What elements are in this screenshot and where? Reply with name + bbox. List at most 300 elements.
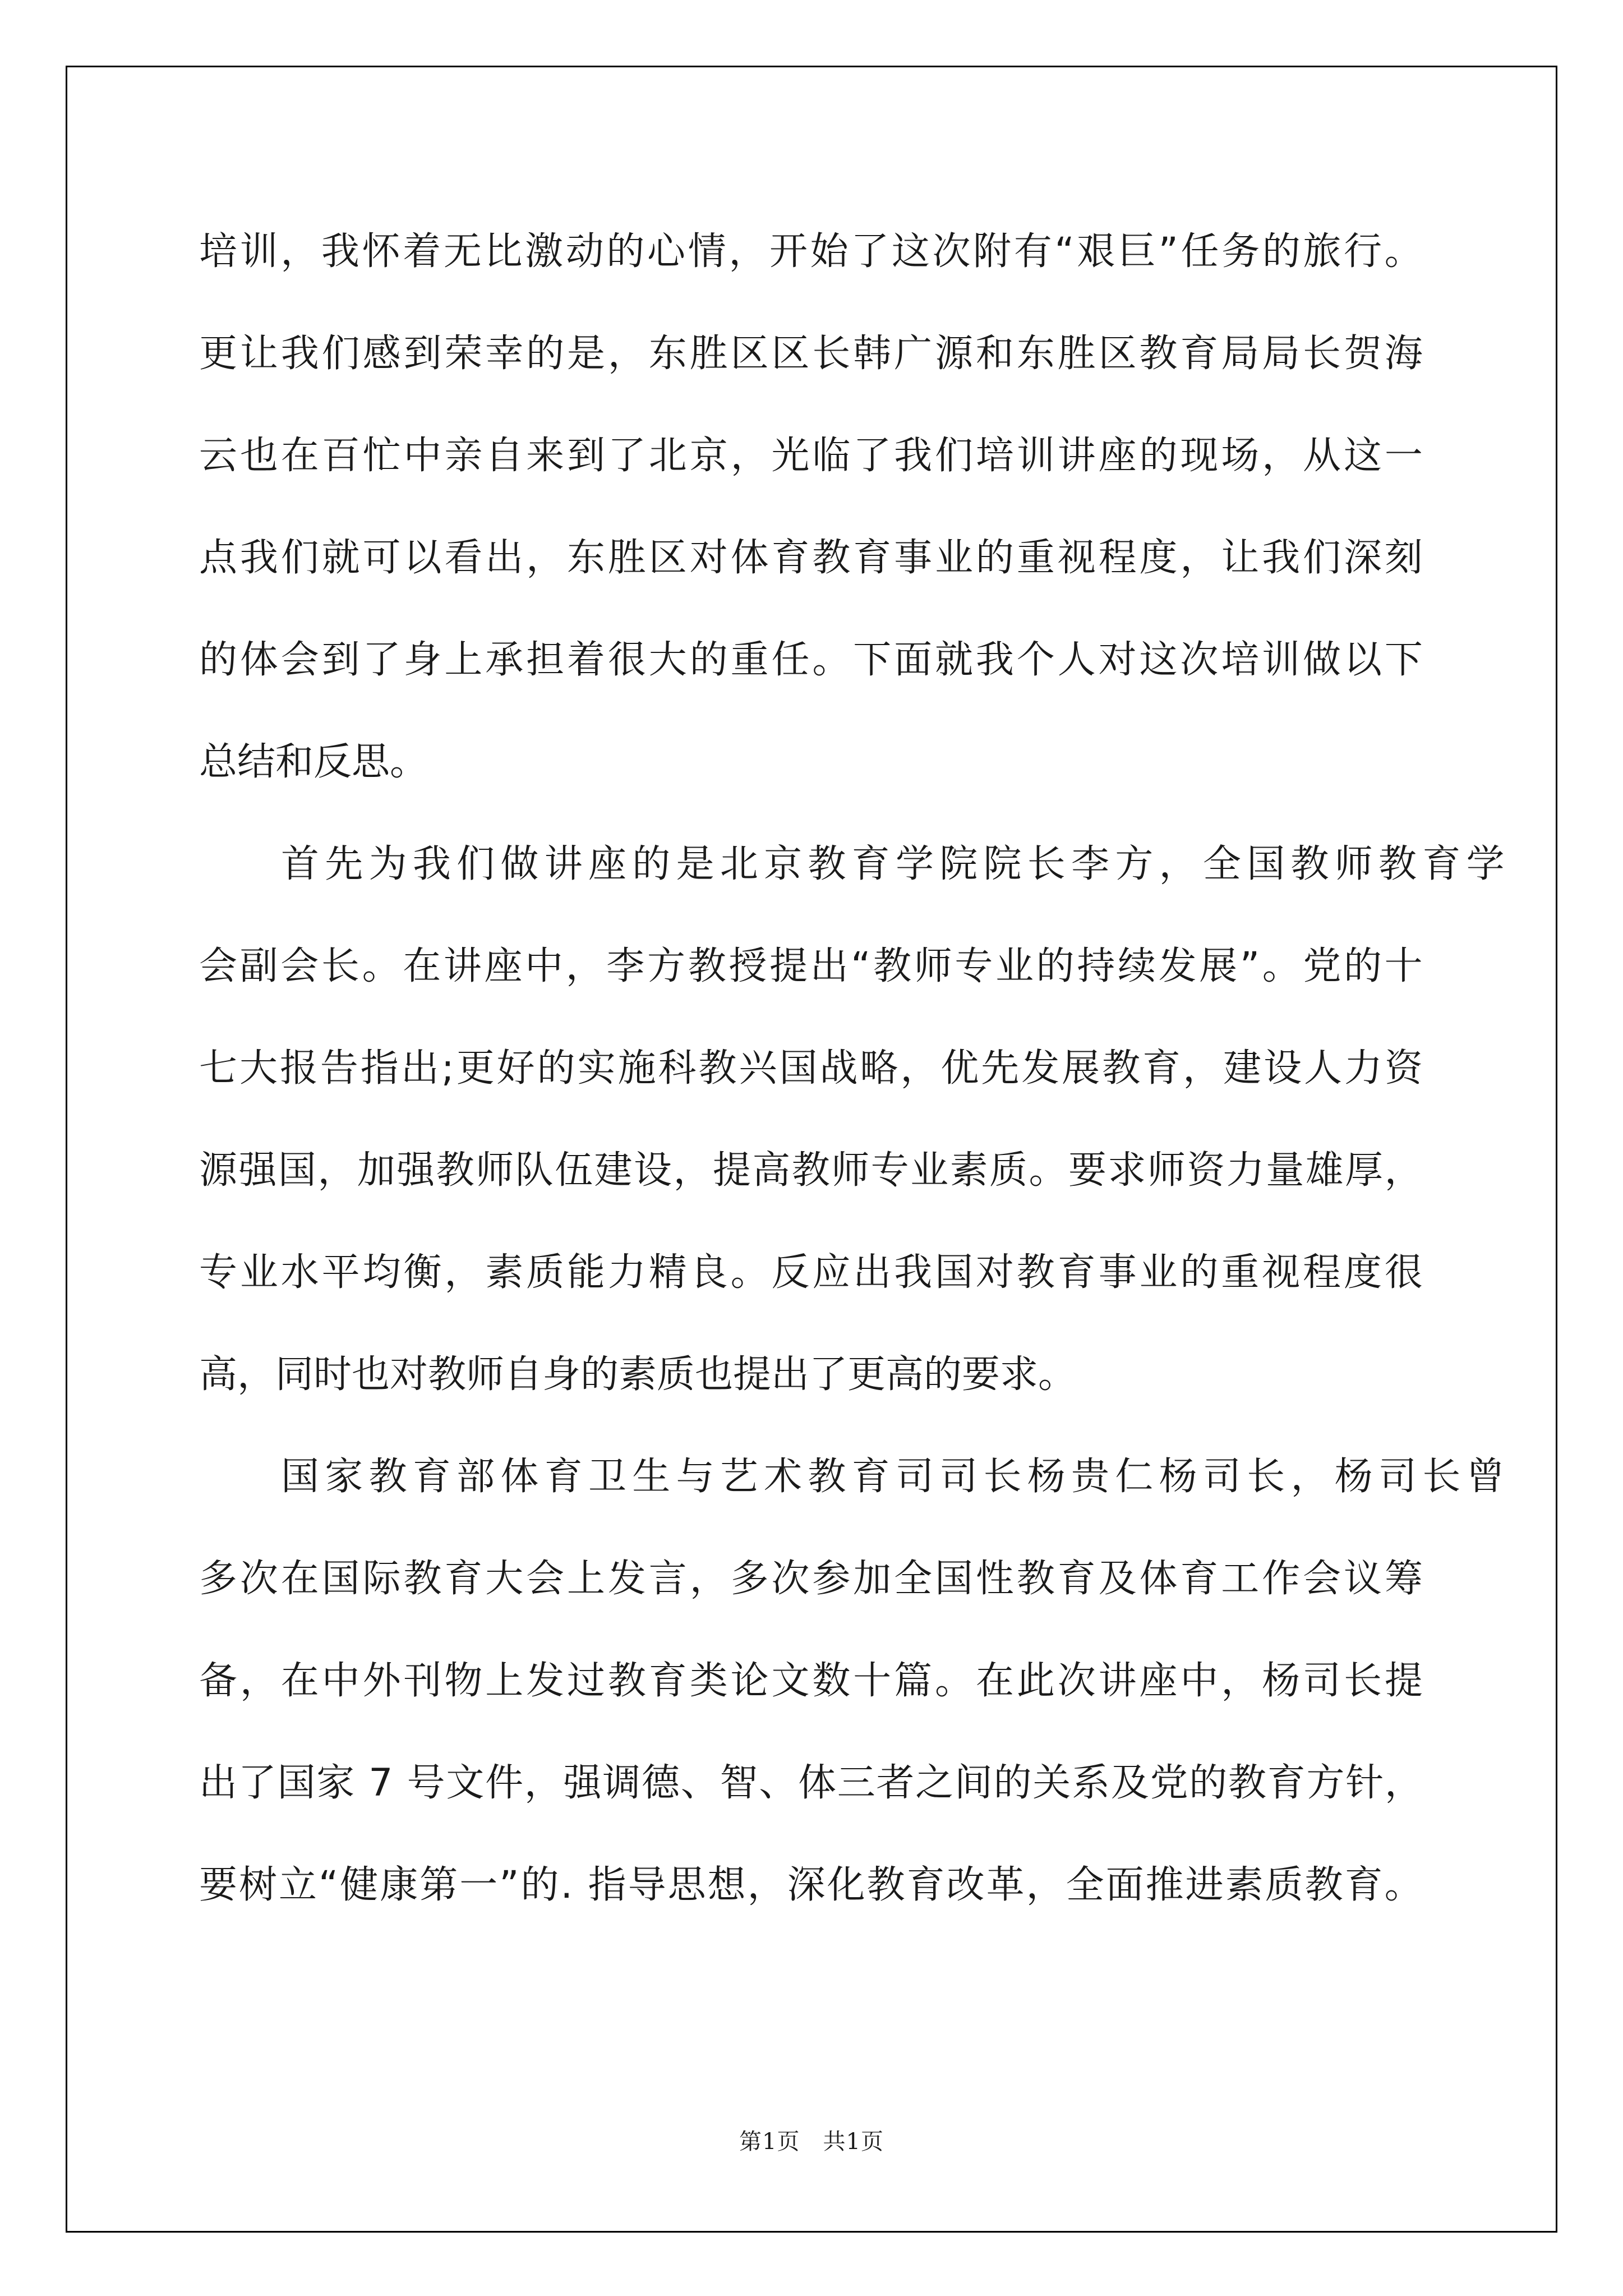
- text-char: 健: [340, 1863, 379, 1907]
- text-char: 议: [1343, 1557, 1382, 1601]
- text-char: 在: [403, 944, 441, 988]
- text-char: 。: [935, 1659, 974, 1703]
- text-char: 座: [484, 944, 523, 988]
- text-char: 进: [1185, 1863, 1224, 1907]
- text-char: 无: [443, 229, 482, 274]
- text-char: 方: [1115, 842, 1154, 886]
- text-char: 教: [1016, 1250, 1055, 1295]
- text-char: 在: [280, 1659, 319, 1703]
- text-char: 云: [199, 434, 238, 478]
- text-char: 的: [1180, 1250, 1219, 1295]
- text-line: [199, 303, 1423, 405]
- text-char: 教: [873, 944, 912, 988]
- text-char: 个: [1016, 638, 1055, 682]
- text-char: 训: [1262, 638, 1301, 682]
- text-char: 区: [648, 536, 687, 580]
- text-char: 长: [1027, 842, 1066, 886]
- text-char: 设: [1264, 1046, 1302, 1091]
- text-char: 国: [935, 1557, 974, 1601]
- text-char: 发: [526, 1659, 565, 1703]
- text-char: 刻: [1384, 536, 1423, 580]
- text-char: 术: [764, 1455, 803, 1499]
- text-char: 的: [1139, 434, 1178, 478]
- text-char: 筹: [1384, 1557, 1423, 1601]
- text-char: 幸: [485, 332, 524, 376]
- text-char: 性: [975, 1557, 1014, 1601]
- text-char: 。: [1384, 229, 1423, 274]
- text-char: 伍: [555, 1148, 593, 1193]
- text-char: 告: [320, 1046, 358, 1091]
- text-char: [394, 1732, 406, 1834]
- text-char: 院: [983, 842, 1022, 886]
- text-char: 艺: [720, 1455, 758, 1499]
- text-char: 可: [362, 536, 401, 580]
- text-char: 我: [894, 434, 933, 478]
- text-char: 改: [946, 1863, 985, 1907]
- text-char: 胜: [607, 536, 646, 580]
- text-char: 这: [1343, 434, 1382, 478]
- text-char: 更: [456, 1046, 495, 1091]
- text-char: 教: [866, 1863, 905, 1907]
- text-char: 做: [1303, 638, 1341, 682]
- text-char: 卫: [588, 1455, 626, 1499]
- text-char: 事: [1098, 1250, 1137, 1295]
- text-char: 李: [606, 944, 645, 988]
- text-char: 这: [1139, 638, 1178, 682]
- text-line: 总结和反思。: [199, 740, 428, 784]
- text-char: 质: [526, 1250, 565, 1295]
- text-char: 思: [667, 1863, 706, 1907]
- text-char: 。: [730, 1250, 769, 1295]
- text-char: 附: [973, 229, 1012, 274]
- text-char: 教: [812, 536, 851, 580]
- text-char: 的: [1189, 1761, 1228, 1805]
- text-char: 德: [642, 1761, 680, 1805]
- text-char: 程: [1303, 1250, 1341, 1295]
- text-char: 育: [1057, 1557, 1096, 1601]
- text-char: 素: [485, 1250, 524, 1295]
- text-char: 加: [357, 1148, 395, 1193]
- text-char: 上: [485, 1659, 524, 1703]
- text-char: 心: [647, 229, 686, 274]
- text-char: 杨: [1262, 1659, 1301, 1703]
- text-char: 情: [688, 229, 726, 274]
- text-char: 反: [771, 1250, 810, 1295]
- text-char: 上: [444, 638, 483, 682]
- text-char: 看: [444, 536, 483, 580]
- text-char: 的: [1262, 229, 1301, 274]
- text-char: 面: [1105, 1863, 1144, 1907]
- text-char: ，: [673, 1148, 712, 1193]
- text-char: 。: [1384, 1863, 1423, 1907]
- text-char: 立: [279, 1863, 317, 1907]
- text-char: 荣: [444, 332, 483, 376]
- text-char: 教: [368, 1455, 407, 1499]
- text-char: 京: [689, 434, 728, 478]
- text-char: 们: [280, 536, 319, 580]
- text-line: [199, 1528, 1423, 1630]
- text-char: 教: [1378, 842, 1417, 886]
- text-char: 强: [563, 1761, 602, 1805]
- text-char: 三: [837, 1761, 875, 1805]
- text-char: 以: [403, 536, 442, 580]
- text-char: 大: [485, 1557, 524, 1601]
- text-line: 高，同时也对教师自身的素质也提出了更高的要求。: [199, 1352, 1077, 1397]
- text-char: 动: [565, 229, 604, 274]
- text-char: 巨: [1117, 229, 1156, 274]
- text-char: 重: [1016, 536, 1055, 580]
- text-char: 杨: [1027, 1455, 1066, 1499]
- text-char: 我: [1262, 536, 1301, 580]
- text-char: 育: [1180, 1557, 1219, 1601]
- text-char: 度: [1343, 1250, 1382, 1295]
- text-char: 东: [648, 332, 687, 376]
- text-char: 我: [239, 536, 278, 580]
- text-char: ，: [607, 332, 646, 376]
- text-char: 教: [403, 1557, 442, 1601]
- text-char: 专: [870, 1148, 909, 1193]
- text-char: 。: [1262, 944, 1301, 988]
- text-char: ，: [900, 1046, 939, 1091]
- text-char: 人: [1057, 638, 1096, 682]
- text-char: 深: [787, 1863, 826, 1907]
- text-char: 教: [698, 1046, 737, 1091]
- text-char: 参: [812, 1557, 851, 1601]
- text-char: ，: [730, 434, 769, 478]
- text-char: 报: [279, 1046, 318, 1091]
- text-char: 艰: [1077, 229, 1115, 274]
- text-char: 任: [771, 638, 810, 682]
- text-char: 在: [975, 1659, 1014, 1703]
- text-char: 次: [771, 1557, 810, 1601]
- text-char: 是: [567, 332, 606, 376]
- text-char: 发: [1021, 1046, 1060, 1091]
- text-char: 。: [812, 638, 851, 682]
- text-char: 以: [1343, 638, 1382, 682]
- text-char: “: [1054, 229, 1075, 274]
- text-char: 教: [607, 1659, 646, 1703]
- text-char: 指: [588, 1863, 626, 1907]
- text-char: 务: [1221, 229, 1260, 274]
- text-char: 出: [810, 944, 849, 988]
- text-char: 对: [975, 1250, 1014, 1295]
- text-char: 提: [712, 1148, 751, 1193]
- text-char: 也: [239, 434, 278, 478]
- text-char: 育: [544, 1455, 583, 1499]
- text-char: 在: [280, 434, 319, 478]
- text-char: 深: [1343, 536, 1382, 580]
- text-char: 着: [403, 229, 441, 274]
- text-char: 临: [812, 434, 851, 478]
- text-char: 教: [808, 1455, 846, 1499]
- text-char: 专: [955, 944, 993, 988]
- text-char: 贵: [1071, 1455, 1110, 1499]
- text-char: ，: [1183, 1046, 1221, 1091]
- text-char: 智: [720, 1761, 758, 1805]
- text-char: 到: [321, 638, 360, 682]
- text-char: 训: [239, 229, 278, 274]
- text-char: 育: [412, 1455, 451, 1499]
- text-char: 教: [1102, 1046, 1141, 1091]
- text-char: 能: [567, 1250, 606, 1295]
- text-line: [199, 1732, 1423, 1834]
- text-char: 调: [602, 1761, 641, 1805]
- text-char: 一: [459, 1863, 498, 1907]
- text-char: 师: [831, 1148, 870, 1193]
- text-char: 师: [1147, 1148, 1186, 1193]
- text-line: [199, 1630, 1423, 1732]
- text-char: 均: [362, 1250, 401, 1295]
- text-char: 的: [689, 638, 728, 682]
- text-char: 应: [812, 1250, 851, 1295]
- text-char: 力: [1226, 1148, 1265, 1193]
- text-char: 我: [975, 638, 1014, 682]
- text-char: 过: [567, 1659, 606, 1703]
- text-char: 、: [680, 1761, 719, 1805]
- text-char: 及: [1098, 1557, 1137, 1601]
- text-char: 下: [1384, 638, 1423, 682]
- text-char: 大: [648, 638, 687, 682]
- text-char: ，: [524, 1761, 562, 1805]
- text-char: 科: [658, 1046, 697, 1091]
- text-char: 的: [1036, 944, 1075, 988]
- text-char: 让: [239, 332, 278, 376]
- text-char: ，: [1221, 1659, 1260, 1703]
- text-char: 我: [412, 842, 451, 886]
- text-char: 物: [444, 1659, 483, 1703]
- text-char: 中: [403, 434, 442, 478]
- text-char: 亲: [444, 434, 483, 478]
- text-char: 家: [316, 1761, 355, 1805]
- text-char: 育: [444, 1557, 483, 1601]
- text-char: ，: [689, 1557, 728, 1601]
- text-char: “: [851, 944, 871, 988]
- text-char: 业: [1139, 1250, 1178, 1295]
- text-char: 教: [688, 944, 726, 988]
- text-char: 仁: [1115, 1455, 1154, 1499]
- text-char: 量: [1266, 1148, 1304, 1193]
- text-char: 师: [476, 1148, 514, 1193]
- text-char: 培: [1221, 638, 1260, 682]
- text-char: 树: [239, 1863, 278, 1907]
- text-char: 北: [648, 434, 687, 478]
- text-char: 康: [380, 1863, 418, 1907]
- text-char: 长: [321, 944, 359, 988]
- text-char: 育: [851, 842, 890, 886]
- text-char: 会: [526, 1557, 565, 1601]
- text-char: 针: [1345, 1761, 1384, 1805]
- text-char: 育: [1344, 1863, 1383, 1907]
- text-char: 我: [321, 229, 359, 274]
- text-char: ，: [1384, 1148, 1423, 1193]
- text-char: 事: [894, 536, 933, 580]
- text-char: 件: [485, 1761, 524, 1805]
- text-char: 言: [648, 1557, 687, 1601]
- text-char: 上: [567, 1557, 606, 1601]
- text-char: 第: [419, 1863, 458, 1907]
- text-char: ;: [441, 1046, 454, 1091]
- text-char: 培: [199, 229, 238, 274]
- text-char: 对: [689, 536, 728, 580]
- text-char: 良: [689, 1250, 728, 1295]
- text-char: 略: [860, 1046, 898, 1091]
- text-char: 的: [993, 1761, 1032, 1805]
- text-char: 教: [1304, 1863, 1343, 1907]
- text-char: 任: [1181, 229, 1219, 274]
- text-char: 东: [1016, 332, 1055, 376]
- text-char: 长: [1303, 332, 1341, 376]
- text-char: 下: [853, 638, 892, 682]
- text-char: 讲: [1098, 1659, 1137, 1703]
- text-char: 体: [239, 638, 278, 682]
- text-line: [199, 915, 1423, 1018]
- text-char: 想: [707, 1863, 746, 1907]
- text-char: 座: [1098, 434, 1137, 478]
- text-char: 出: [199, 1761, 238, 1805]
- text-char: 到: [567, 434, 606, 478]
- text-char: [574, 1834, 587, 1936]
- text-char: 系: [1072, 1761, 1110, 1805]
- text-char: 司: [939, 1455, 978, 1499]
- text-char: 素: [1225, 1863, 1264, 1907]
- text-line: [199, 1120, 1423, 1222]
- text-char: 业: [995, 944, 1034, 988]
- text-char: 让: [1221, 536, 1260, 580]
- text-char: 贺: [1343, 332, 1382, 376]
- text-char: ，: [526, 536, 565, 580]
- text-char: 胜: [689, 332, 728, 376]
- text-char: 担: [526, 638, 565, 682]
- text-char: 的: [537, 1046, 575, 1091]
- text-char: 们: [1303, 536, 1341, 580]
- text-char: 国: [1247, 842, 1285, 886]
- text-char: 实: [577, 1046, 616, 1091]
- text-char: 国: [277, 1761, 316, 1805]
- text-char: “: [319, 1863, 339, 1907]
- text-char: 长: [1422, 1455, 1461, 1499]
- text-char: 先: [981, 1046, 1020, 1091]
- text-char: 源: [199, 1148, 238, 1193]
- text-char: 的: [526, 332, 565, 376]
- text-char: [356, 1732, 368, 1834]
- text-char: 北: [720, 842, 758, 886]
- text-char: 着: [567, 638, 606, 682]
- text-char: 国: [278, 1148, 316, 1193]
- text-char: 师: [914, 944, 952, 988]
- text-char: 广: [894, 332, 933, 376]
- text-char: 育: [851, 1455, 890, 1499]
- text-char: 座: [588, 842, 626, 886]
- text-char: 出: [400, 1046, 439, 1091]
- text-char: ”: [1239, 944, 1260, 988]
- text-char: 讲: [544, 842, 583, 886]
- text-char: 部: [457, 1455, 495, 1499]
- text-char: 们: [321, 332, 360, 376]
- text-char: 我: [280, 332, 319, 376]
- text-char: 长: [983, 1455, 1022, 1499]
- text-line: [199, 1222, 1423, 1324]
- text-char: 在: [280, 1557, 319, 1601]
- text-char: 育: [1180, 332, 1219, 376]
- text-char: 会: [199, 944, 238, 988]
- text-char: 力: [607, 1250, 646, 1295]
- text-char: 力: [1344, 1046, 1383, 1091]
- text-char: 会: [280, 944, 319, 988]
- text-char: ，: [728, 229, 767, 274]
- text-char: 培: [975, 434, 1014, 478]
- text-char: 讲: [1057, 434, 1096, 478]
- text-char: 次: [1057, 1659, 1096, 1703]
- text-char: 素: [949, 1148, 988, 1193]
- text-char: 光: [771, 434, 810, 478]
- text-char: 厚: [1345, 1148, 1384, 1193]
- text-char: 先: [325, 842, 363, 886]
- text-char: 长: [1343, 1659, 1382, 1703]
- text-char: 了: [853, 434, 892, 478]
- text-char: 。: [1029, 1148, 1067, 1193]
- text-char: 发: [1158, 944, 1197, 988]
- text-char: 点: [199, 536, 238, 580]
- text-char: 高: [752, 1148, 791, 1193]
- text-char: 质: [1265, 1863, 1303, 1907]
- text-char: 开: [769, 229, 808, 274]
- text-char: 加: [853, 1557, 892, 1601]
- text-char: 的: [199, 638, 238, 682]
- text-char: 者: [876, 1761, 915, 1805]
- text-char: ，: [1159, 842, 1197, 886]
- text-char: 工: [1221, 1557, 1260, 1601]
- text-char: 资: [1187, 1148, 1225, 1193]
- text-char: 胜: [1057, 332, 1096, 376]
- text-line: [199, 405, 1423, 507]
- text-char: 从: [1303, 434, 1341, 478]
- text-char: 来: [526, 434, 565, 478]
- text-char: 全: [894, 1557, 933, 1601]
- text-char: 多: [199, 1557, 238, 1601]
- text-char: 育: [771, 536, 810, 580]
- text-char: 程: [1098, 536, 1137, 580]
- text-char: 国: [935, 1250, 974, 1295]
- text-char: ，: [1026, 1863, 1064, 1907]
- text-char: 施: [617, 1046, 656, 1091]
- text-char: 院: [939, 842, 978, 886]
- text-char: 重: [730, 638, 769, 682]
- text-char: 队: [515, 1148, 554, 1193]
- text-char: 指: [360, 1046, 399, 1091]
- text-char: 雄: [1305, 1148, 1344, 1193]
- text-char: 会: [280, 638, 319, 682]
- text-char: 际: [362, 1557, 401, 1601]
- text-char: 育: [1267, 1761, 1306, 1805]
- text-char: 杨: [1334, 1455, 1373, 1499]
- text-char: 重: [1221, 1250, 1260, 1295]
- text-char: 方: [647, 944, 686, 988]
- text-char: 好: [496, 1046, 535, 1091]
- text-char: 业: [910, 1148, 949, 1193]
- text-char: 国: [281, 1455, 320, 1499]
- text-char: 首: [281, 842, 320, 886]
- text-char: 对: [1098, 638, 1137, 682]
- text-char: 面: [894, 638, 933, 682]
- text-char: 7: [368, 1761, 393, 1805]
- text-char: 就: [321, 536, 360, 580]
- text-char: 平: [321, 1250, 360, 1295]
- text-line: [199, 507, 1423, 609]
- text-char: 讲: [443, 944, 482, 988]
- text-char: 兴: [739, 1046, 777, 1091]
- text-char: 文: [771, 1659, 810, 1703]
- text-char: 教: [1016, 1557, 1055, 1601]
